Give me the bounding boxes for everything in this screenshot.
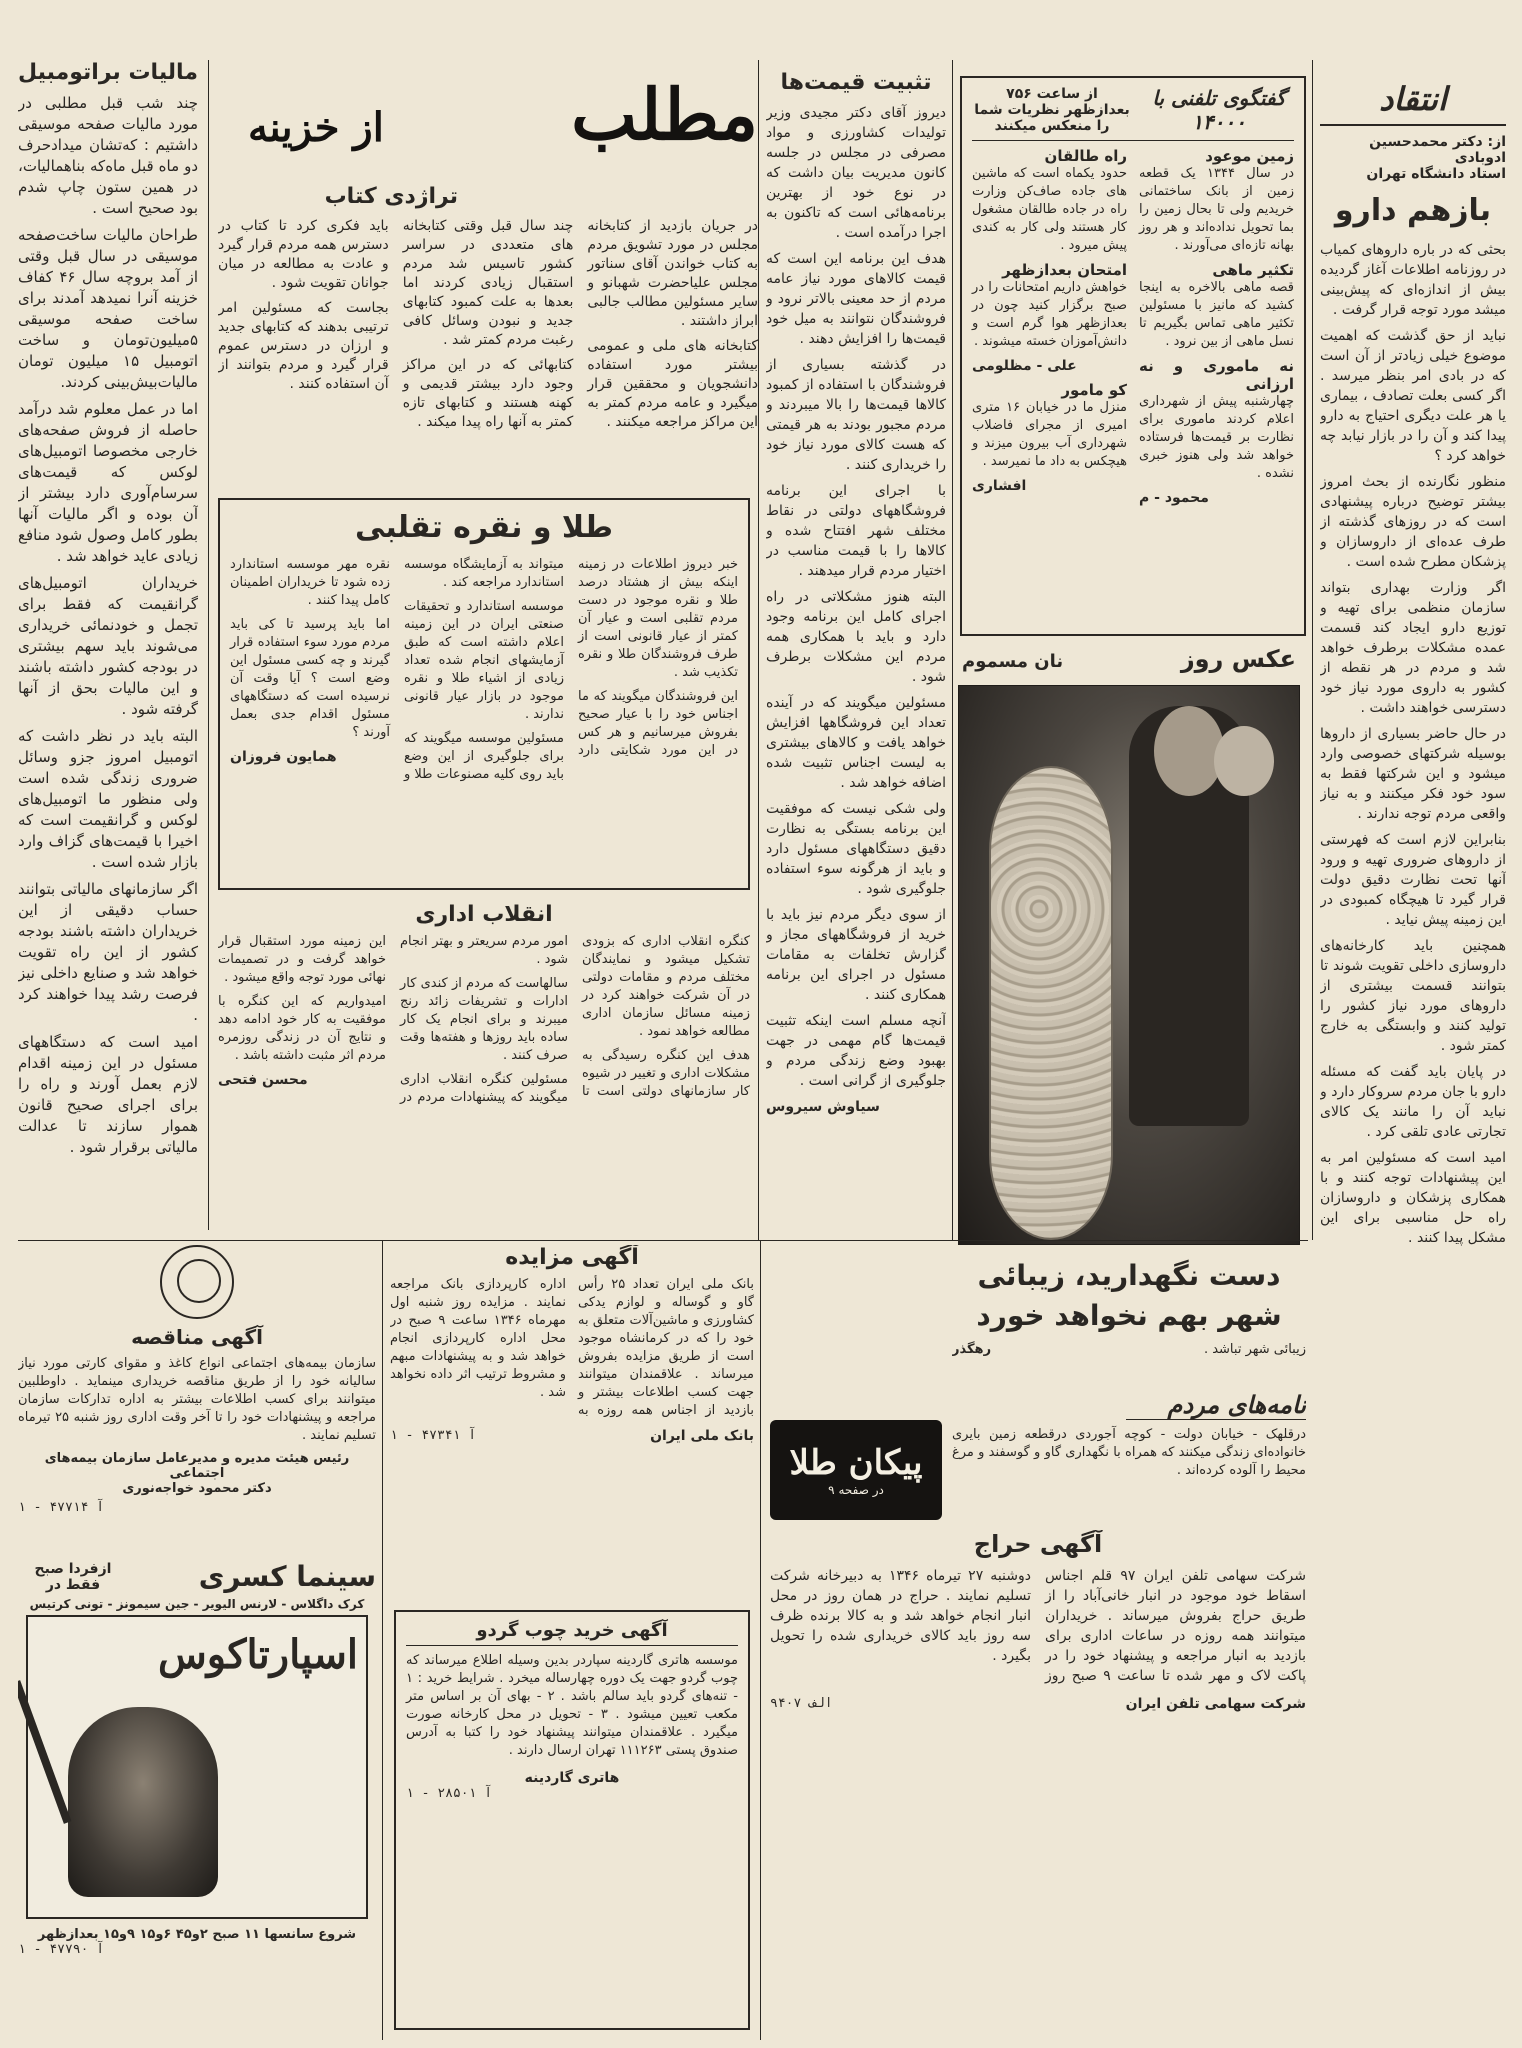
tender-body: سازمان بیمه‌های اجتماعی انواع کاغذ و مقوای کارتی مورد نیاز سالیانه خود را از طریق مناقصه خریداری مینماید . داوطلبین میتوانند برای کسب اطلاعات بیشتر به اداره تدارکات سازمان مراجعه و پیشنهادات خود را تا آخر وقت اداری روز شنبه ۲۵ تیرماه تسلیم نمایند . [18,1356,376,1443]
photo-section [952,645,1306,1250]
buy-ad-body: موسسه هاتری گاردینه سپاردر بدین وسیله اطلاع میرساند که چوب گردو جهت یک دوره چهارساله میخرد . شرایط خرید : ۱ - تنه‌های گردو باید سالم باشد . ۲ - بهای آن بر اساس متر مکعب تعیین میشود . ۳ - تحویل در محل کارخانه صورت میگیرد . علاقمندان میتوانند پیشنهاد خود را کتبا به آدرس صندوق پستی ۱۱۱۲۶۳ تهران ارسال دارند . [406,1653,738,1758]
phone-item [972,381,1127,495]
tax-para: البته باید در نظر داشت که اتومبیل امروز جزو وسائل ضروری زندگی شده است ولی منظور ما اتومبیل‌های لوکس و گرانقیمت است که اخیرا با قیمت‌های گزاف وارد بازار شده است . [18,727,198,871]
prices-para: هدف این برنامه این است که قیمت کالاهای مورد نیاز عامه مردم از حد معینی بالاتر نرود و فروشندگان نتوانند به میل خود قیمت‌ها را افزایش دهند . [766,251,946,347]
admin-para: هدف این کنگره رسیدگی به مشکلات اداری و تغییر در شیوه کار سازمانهای دولتی است تا امور مردم سریعتر و بهتر انجام شود . [400,934,750,1099]
treasury-logo-big: مطلب [571,73,758,156]
buy-ad-signer: هاتری گاردینه [524,1770,620,1786]
tax-para: اما در عمل معلوم شد درآمد حاصله از فروش صفحه‌های خارجی مخصوصا اتومبیل‌های لوکس که قیمت‌های سرسام‌آوری دارد بیشتر از آن بوده و اگر مالیات آنها بطور کامل وصول شود منافع زیادی عاید خواهد شد . [18,400,198,565]
cinema-credits: کرک داگلاس - لارنس الیویر - جین سیمونز - تونی کرتیس [29,1597,365,1611]
phone-item [1139,147,1294,255]
photo-image [958,685,1300,1245]
tax-title: مالیات براتومبیل [18,60,198,85]
gold-para: خبر دیروز اطلاعات در زمینه اینکه بیش از هشتاد درصد طلا و نقره موجود در دست مردم تقلبی است و عیار آن کمتر از عیار قانونی است از طرف فروشندگان طلا و نقره تکذیب شد . [578,557,738,680]
cinema-movie: اسپارتاکوس [157,1631,358,1678]
tax-article [18,60,198,1230]
treasury-para: چند سال قبل وقتی کتابخانه های متعددی در سراسر کشور تاسیس شد مردم استقبال زیادی کردند اما بعدها به علت کمبود کتابهای جدید و نبودن وسائل کافی رغبت مردم کمتر شد . [402,218,574,348]
editorial-para: منظور نگارنده از بحث امروز بیشتر توضیح درباره پیشنهادی است که در روزهای گذشته از طرف عده‌ای از داروسازان و پزشکان مطرح شده است . [1320,474,1506,570]
tender-title: آگهی مناقصه [131,1325,263,1349]
auction-bank-title: آگهی مزایده [505,1245,639,1270]
tax-para: امید است که دستگاههای مسئول در این زمینه اقدام لازم بعمل آورند و راه را برای اجرای صحیح قانون هموار سازند تا عدالت مالیاتی برقرار شود . [18,1033,198,1156]
auction-bank-signer: بانک ملی ایران [650,1428,754,1444]
phone-sig-3: افشاری [972,478,1027,494]
admin-para: سالهاست که مردم از کندی کار ادارات و تشریفات زائد رنج میبرند و برای انجام یک کار ساده باید روزها و هفته‌ها وقت صرف کنند . [400,976,568,1063]
prices-article [766,70,946,1240]
cinema-name: سینما کسری [198,1560,376,1593]
phone-item-text: قصه ماهی بالاخره به اینجا کشید که مانیز با مسئولین تکثیر ماهی تماس بگیریم تا نسل ماهی از بین نرود . [1139,280,1294,349]
prices-para: در گذشته بسیاری از فروشندگان با استفاده از کمبود کالاها قیمت‌ها را بالا میبردند و مردم مجبور بودند به هر قیمتی که هست کالای مورد نیاز خود را خریداری کنند . [766,357,946,473]
gold-signature: همایون فروزان [230,749,337,765]
child-face [1214,726,1274,796]
prices-para: مسئولین میگویند که در آینده تعداد این فروشگاهها افزایش خواهد یافت و کالاهای بیشتری به لیست اجناس تثبیت شده اضافه خواهد شد . [766,695,946,791]
phone-item-head: زمین موعود [1205,147,1294,165]
auction-tel-title: آگهی حراج [973,1530,1103,1558]
man-face [1154,706,1224,796]
treasury-logo [218,70,758,180]
tender-ad [18,1245,376,1545]
editorial-para: همچنین باید کارخانه‌های داروسازی داخلی تقویت شوند تا بتوانند قسمت بیشتری از داروهای مورد نیاز کشور را تولید کنند و وابستگی به خارج کمتر شود . [1320,938,1506,1054]
phone-item-head: کو مامور [1061,381,1127,399]
prices-para: دیروز آقای دکتر مجیدی وزیر تولیدات کشاورزی و مواد مصرفی در مجلس در جلسه کانون مدیریت بیان داشت که در نوع خود از بهترین برنامه‌هائی است که تاکنون به اجرا درآمده است . [766,105,946,241]
prices-signature: سیاوش سیروس [766,1099,880,1115]
tender-emblem-icon [160,1245,234,1319]
beauty-title: دست نگهدارید، زیبائی شهر بهم نخواهد خورد [976,1259,1282,1332]
editorial-author-role: استاد دانشگاه تهران [1366,166,1506,182]
editorial-body [1320,240,1506,1248]
phone-subtitle: از ساعت ۷۵۶ بعدازظهر نظریات شما را منعکس میکنند [974,86,1130,134]
tax-body [18,93,198,1158]
admin-para: کنگره انقلاب اداری که بزودی تشکیل میشود و نمایندگان مختلف مردم و مقامات دولتی در آن شرکت خواهند کرد در زمینه مسائل سازمان اداری مطالعه خواهد نمود . [582,934,750,1039]
gold-para: اما باید پرسید تا کی باید مردم مورد سوء استفاده قرار گیرند و چه کسی مسئول این وضع است ؟ آیا وقت آن نرسیده است که دستگاههای مسئول اقدام جدی بعمل آورند ؟ [230,617,390,740]
gold-title: طلا و نقره تقلبی [355,510,613,545]
phone-items [972,147,1294,507]
treasury-para: کتابهائی که در این مراکز وجود دارد بیشتر قدیمی و کهنه هستند و کتابهای تازه کمتر به آنها راه پیدا میکند . [402,357,574,430]
cinema-ad [18,1560,376,2040]
prices-body [766,103,946,1117]
treasury-para: باید فکری کرد تا کتاب در دسترس همه مردم قرار گیرد و عادت به مطالعه در میان جوانان تقویت شود . [218,218,389,291]
phone-item [1139,357,1294,507]
bread-image [989,766,1113,1240]
admin-para: امیدواریم که این کنگره با موفقیت به کار خود ادامه دهد و نتایج آن در زندگی روزمره مردم اثر مثبت داشته باشد . [218,994,386,1063]
tender-signer1: رئیس هیئت مدیره و مدیرعامل سازمان بیمه‌های اجتماعی [44,1451,350,1481]
auction-tel-code: الف ۹۴۰۷ [770,1696,833,1711]
admin-body [218,933,750,1107]
treasury-subtitle: تراژدی کتاب [324,184,458,209]
admin-article [218,900,750,1230]
editorial-para: در حال حاضر بسیاری از داروها بوسیله شرکتهای خصوصی وارد میشود و این شرکتها فقط به سود خود فکر میکنند و به نیاز واقعی مردم توجه ندارند . [1320,726,1506,822]
beauty-caption-author: رهگذر [952,1342,992,1357]
tax-para: چند شب قبل مطلبی در مورد مالیات صفحه موسیقی داشتیم : که‌تشان میداد‌حرف دو ماه قبل ماه‌که بناهمالیات، در همین ستون چاپ شدم بود صحیح است . [18,94,198,217]
auction-bank-code: آ ۴۷۳۴۱ - ۱ [390,1428,477,1443]
admin-signature: محسن فتحی [218,1072,308,1088]
buy-ad-code: آ ۲۸۵۰۱ - ۱ [406,1786,493,1801]
sword-icon [18,1680,71,1824]
auction-tel [770,1530,1306,2040]
photo-caption: نان مسموم [962,651,1064,672]
editorial-author: از: دکتر محمدحسین ادوبادی [1369,134,1506,166]
cinema-times: شروع سانسها ۱۱ صبح ۲و۴۵ ۶و۱۵ ۹و۱۵ بعدازظهر [37,1927,357,1942]
auction-tel-body: شرکت سهامی تلفن ایران ۹۷ قلم اجناس اسقاط خود موجود در انبار خانی‌آباد را از طریق حراج بفروش میرساند . خریداران میتوانند همه روزه در ساعات اداری برای بازدید به انبار مراجعه و پیشنهاد خود را در پاکت لاک و مهر شده تا ساعت ۹ صبح روز دوشنبه ۲۷ تیرماه ۱۳۴۶ به دبیرخانه شرکت تسلیم نمایند . حراج در همان روز در محل انبار انجام خواهد شد و به کالا برنده ظرف سه روز باید کالای خریداری شده را تحویل بگیرد . [770,1568,1306,1684]
editorial-title: بازهم دارو [1334,193,1492,228]
gold-body [230,556,738,784]
phone-item-head: راه طالقان [1044,147,1127,165]
auction-bank-body: بانک ملی ایران تعداد ۲۵ رأس گاو و گوساله و لوازم یدکی کشاورزی و ماشین‌آلات متعلق به خود را که در کرمانشاه موجود است از طریق مزایده بفروش میرساند . علاقمندان میتوانند جهت کسب اطلاعات بیشتر و بازدید از اجناس همه روزه به اداره کارپردازی بانک مراجعه نمایند . مزایده روز شنبه اول مهرماه ۱۳۴۶ ساعت ۹ صبح در محل اداره کارپردازی انجام خواهد شد و به پیشنهادات مبهم و مشروط ترتیب اثر داده نخواهد شد . [390,1277,754,1418]
phone-item-text: خواهش داریم امتحانات را در صبح برگزار کنید چون در بعدازظهر هوا گرم است و دانش‌آموزان خسته میشوند . [972,280,1127,349]
gold-para: این فروشندگان میگویند که ما اجناس خود را با عیار صحیح بفروش میرسانیم و هر کس در این مورد شکایتی دارد میتواند به آزمایشگاه موسسه استاندارد مراجعه کند . [404,557,738,758]
gladiator-figure [68,1707,218,1897]
tax-para: اگر سازمانهای مالیاتی بتوانند حساب دقیقی از این خریداران داشته باشند بودجه کشور از این راه تقویت خواهد شد و صنایع داخلی نیز فرصت رشد پیدا خواهند کرد . [18,880,198,1024]
treasury-body [218,217,758,432]
beauty-caption: زیبائی شهر تباشد . [1203,1342,1306,1357]
phone-item-head: نه ماموری و نه ارزانی [1139,357,1294,393]
admin-para: مسئولین کنگره انقلاب اداری میگویند که پیشنهادات مردم در این زمینه مورد استقبال قرار خواهد گرفت و در تصمیمات نهائی مورد توجه واقع میشود . [218,934,568,1105]
phone-item-text: حدود یکماه است که ماشین های جاده صاف‌کن وزارت راه در جاده طالقان مشغول کار هستند ولی کار به کندی پیش میرود . [972,166,1127,253]
editorial-article [1320,80,1506,2040]
editorial-para: امید است که مسئولین امر به این پیشنهادات توجه کنند و با همکاری پزشکان و داروسازان راه حل مناسبی برای این مشکل پیدا کنند . [1320,1150,1506,1246]
peykan-banner [770,1420,942,1520]
peykan-title: پیکان طلا [789,1443,923,1483]
tender-code: آ ۴۷۷۱۴ - ۱ [18,1500,105,1515]
cinema-tag: ازفردا صبح فقط در [34,1560,112,1593]
phone-item-text: منزل ما در خیابان ۱۶ متری امیری از مجرای فاضلاب شهرداری آب بیرون میزند و هیچکس به داد ما نمیرسد . [972,400,1127,469]
tax-para: خریداران اتومبیل‌های گرانقیمت که فقط برای تجمل و خودنمائی خریداری می‌شوند باید سهم بیشتری در بودجه کشور داشته باشند و این مالیات بحق از آنها گرفته شود . [18,574,198,718]
tender-signer2: دکتر محمود خواجه‌نوری [122,1481,272,1496]
phone-sig-1: علی - مظلومی [972,358,1077,374]
peykan-sub: در صفحه ۹ [828,1483,884,1497]
buy-ad [394,1610,750,2030]
editorial-para: بحثی که در باره داروهای کمیاب در روزنامه اطلاعات آغاز گردیده بیش از اندازه‌ای که پیش‌بینی میشد مورد توجه قرار گرفت . [1320,242,1506,318]
letters-logo: نامه‌های مردم [1126,1390,1306,1420]
photo-title: عکس روز [1180,645,1296,673]
editorial-logo: انتقاد [1320,80,1506,126]
phone-item-head: امتحان بعدازظهر [1002,261,1127,279]
letters-text: درقلهک - خیابان دولت - کوچه آجوردی درقطعه زمین بایری خانواده‌ای زندگی میکنند که همراه با نگهداری گاو و گوسفند و مرغ محیط را آلوده کرده‌اند . [952,1427,1306,1478]
tax-para: طراحان مالیات ساخت‌صفحه موسیقی در سال قبل وقتی از آمد بروچه سال ۴۶ کفاف خزینه آنرا نمیدهد آمدند برای ساخت صفحه موسیقی ۵میلیون‌تومان و ساخت اتومبیل ۱۵ میلیون تومان مالیات‌بیش‌بینی کردند. [18,226,198,391]
phone-sig-2: محمود - م [1139,490,1209,506]
editorial-para: در پایان باید گفت که مسئله دارو با جان مردم سروکار دارد و نباید آن را مانند یک کالای تجارتی عادی تلقی کرد . [1320,1064,1506,1140]
editorial-para: بنابراین لازم است که فهرستی از داروهای ضروری تهیه و ورود آنها تحت نظارت دقیق دولت قرار گیرد تا هیچگاه کمبودی در این زمینه پیش نیاید . [1320,832,1506,928]
admin-title: انقلاب اداری [415,902,553,927]
prices-para: آنچه مسلم است اینکه تثبیت قیمت‌ها گام مهمی در جهت بهبود وضع زندگی مردم و جلوگیری از گرانی است . [766,1013,946,1089]
auction-bank [390,1245,754,1605]
cinema-poster [26,1615,368,1919]
phone-item [972,147,1127,255]
phone-section [960,76,1306,636]
gold-article [218,498,750,890]
prices-title: تثبیت قیمت‌ها [780,70,932,95]
treasury-section [218,70,758,490]
prices-para: با اجرای این برنامه فروشگاههای دولتی در نقاط مختلف شهر افتتاح شده و کالاها را با قیمت مناسب در اختیار مردم قرار میدهند . [766,483,946,579]
treasury-para: بجاست که مسئولین امر ترتیبی بدهند که کتابهای جدید و ارزان در دسترس عموم قرار گیرد و مردم بتوانند از آن استفاده کنند . [218,300,389,392]
phone-item-text: در سال ۱۳۴۴ یک قطعه زمین از بانک ساختمانی خریدیم ولی تا بحال زمین را بما تحویل نداده‌اند و هر روز بهانه تازه‌ای می‌آورند . [1139,166,1294,253]
editorial-para: نباید از حق گذشت که اهمیت موضوع خیلی زیادتر از آن است که در بادی امر بنظر میرسد . اگر کسی بعلت تصادف ، بیماری یا هر علت دیگری احتیاج به دارو پیدا کند و آن را در بازار نیابد چه خواهد کرد ؟ [1320,328,1506,464]
phone-item-text: چهارشنبه پیش از شهرداری اعلام کردند ماموری برای نظارت بر قیمت‌ها فرستاده خواهد شد ولی هنوز خبری نشده . [1139,394,1294,481]
phone-title: گفتگوی تلفنی با ۱۴۰۰۰ [1152,86,1286,134]
prices-para: ولی شکی نیست که موفقیت این برنامه بستگی به نظارت دقیق دستگاههای مسئول دارد و باید از هرگونه سوء استفاده جلوگیری شود . [766,801,946,897]
cinema-code: آ ۴۷۷۹۰ - ۱ [18,1942,105,1957]
treasury-para: در جریان بازدید از کتابخانه مجلس در مورد تشویق مردم به کتاب خواندن آقای سناتور مجلس علیاحضرت شهبانو و سایر مسئولین مطالب جالبی ابراز داشتند . [587,218,758,329]
treasury-para: کتابخانه های ملی و عمومی بیشتر مورد استفاده دانشجویان و محققین قرار میگیرد و عامه مردم کمتر به این مراکز مراجعه میکنند . [587,338,758,430]
prices-para: از سوی دیگر مردم نیز باید با خرید از فروشگاههای مجاز و گزارش تخلفات به مقامات مسئول در اجرای این برنامه همکاری کنند . [766,907,946,1003]
gold-para: موسسه استاندارد و تحقیقات صنعتی ایران در این زمینه اعلام داشته است که طبق آزمایشهای انجام شده تعداد زیادی از اشیاء طلا و نقره موجود در بازار عیار قانونی ندارند . [404,599,564,722]
treasury-logo-small: از خزینه [248,104,384,151]
phone-item [1139,261,1294,351]
auction-tel-signer: شرکت سهامی تلفن ایران [1125,1696,1306,1712]
phone-item [972,261,1127,375]
phone-item-head: تکثیر ماهی [1212,261,1294,279]
prices-para: البته هنوز مشکلاتی در راه اجرای کامل این برنامه وجود دارد و باید با همکاری همه مردم این مشکلات برطرف شود . [766,589,946,685]
editorial-para: اگر وزارت بهداری بتواند سازمان منظمی برای تهیه و توزیع دارو ایجاد کند قسمت عمده مشکلات برطرف خواهد شد و مردم در هر نقطه از کشور به داروی مورد نیاز خود دسترسی خواهند داشت . [1320,580,1506,716]
letters-section [952,1390,1306,1490]
buy-ad-title: آگهی خرید چوب گردو [406,1620,738,1646]
gold-para: مسئولین موسسه میگویند که برای جلوگیری از این وضع باید روی کلیه مصنوعات طلا و نقره مهر موسسه استاندارد زده شود تا خریداران اطمینان کامل پیدا کنند . [230,557,564,782]
beauty-article [952,1256,1306,1378]
